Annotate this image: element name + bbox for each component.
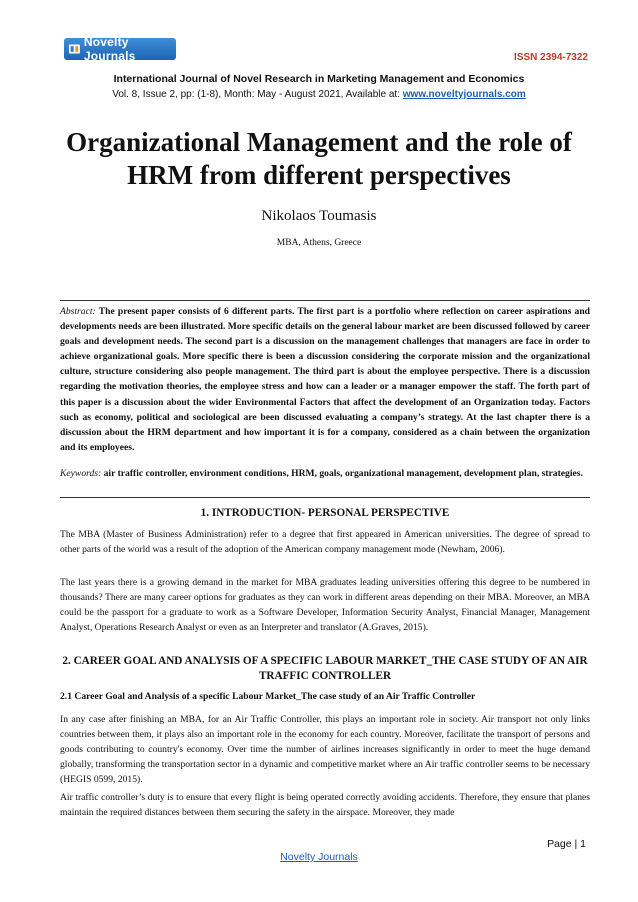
logo-text: Novelty Journals <box>83 35 136 63</box>
section-2-heading: 2. CAREER GOAL AND ANALYSIS OF A SPECIFIC LABOUR MARKET_THE CASE STUDY OF AN AIR TRAFFIC CONTROLLER <box>62 655 588 682</box>
author-name: Nikolaos Toumasis <box>261 208 377 224</box>
keywords-text: air traffic controller, environment conditions, HRM, goals, organizational management, development plan, strategies. <box>101 468 583 479</box>
section-2-1-paragraph-2: Air traffic controller’s duty is to ensure that every flight is being operated correctly avoiding accidents. Therefore, they ensure that planes maintain the required distances between them securing the safety in the airspace. Moreover, they made <box>60 792 590 819</box>
section-1-paragraph-2: The last years there is a growing demand in the market for MBA graduates leading universities offering this degree to be numbered in thousands? There are many career options for graduates as they can work in different areas depending on their MBA. Moreover, an MBA could be the passport for a graduate to work as a Software Developer, Information Security Analyst, Financial Manager, Management Analyst, Operations Research Analyst or even as an Interpreter and translator (A.Graves, 2015). <box>60 577 590 634</box>
keywords-label: Keywords: <box>60 468 102 479</box>
author-affiliation: MBA, Athens, Greece <box>276 238 362 248</box>
abstract-block <box>60 304 590 455</box>
journal-meta <box>0 89 638 100</box>
abstract-top-divider <box>60 300 590 301</box>
journal-website-link[interactable]: www.noveltyjournals.com <box>402 89 526 100</box>
page-number: Page | 1 <box>547 838 586 850</box>
journal-meta-text: Vol. 8, Issue 2, pp: (1-8), Month: May - August 2021, Available at: <box>112 89 403 100</box>
section-1-heading: 1. INTRODUCTION- PERSONAL PERSPECTIVE <box>200 507 450 519</box>
issn-number: ISSN 2394-7322 <box>514 52 588 63</box>
journal-book-icon <box>68 42 81 56</box>
abstract-bottom-divider <box>60 497 590 498</box>
section-1-paragraph-1: The MBA (Master of Business Administration) refer to a degree that first appeared in American universities. The degree of spread to other parts of the world was a result of the adoption of the American company management mode (Newham, 2006). <box>60 529 590 556</box>
paper-title: Organizational Management and the role of HRM from different perspectives <box>66 127 572 190</box>
section-2-1-paragraph-1: In any case after finishing an MBA, for an Air Traffic Controller, this plays an important role in society. Air transport not only links countries between them, it plays also an important role in the economy for each country. Moreover, facilitate the transport of persons and goods contributing to country's economy. Over time the number of airlines increases significantly in order to meet the huge demand globally, transforming the transportation sector in a dynamic and competitive market where an Air traffic controller seems to be necessary (HEGIS 0599, 2015). <box>60 714 590 786</box>
novelty-journals-logo <box>64 35 176 63</box>
journal-title: International Journal of Novel Research in Marketing Management and Economics <box>113 73 525 85</box>
publisher-link[interactable]: Novelty Journals <box>280 851 358 863</box>
abstract-label: Abstract: <box>60 306 96 317</box>
keywords-block <box>60 466 590 481</box>
abstract-text: The present paper consists of 6 different parts. The first part is a portfolio where reflection on career aspirations and developments needs are been illustrated. More specific details on the general labour market are been discussed followed by career goals and development needs. The second part is a discussion on the management challenges that managers are face in order to achieve organizational goals. More specific there is been a discussion considering the corporate mission and the organizational culture, structure considering also people management. The third part is about the employee perspective. There is a discussion regarding the motivation theories, the employee stress and how can a leader or a manager empower the staff. The forth part of this paper is a discussion about the wider Environmental Factors that affect the development of an Organization today. Factors such as economy, political and sociological are been discussed evaluating a company’s strategy. At the last chapter there is a discussion about the HRM department and how important it is for a company, considered as a chain between the organization and its employees. <box>60 306 590 453</box>
section-2-1-heading: 2.1 Career Goal and Analysis of a specific Labour Market_The case study of an Air Traffic Controller <box>60 691 476 702</box>
